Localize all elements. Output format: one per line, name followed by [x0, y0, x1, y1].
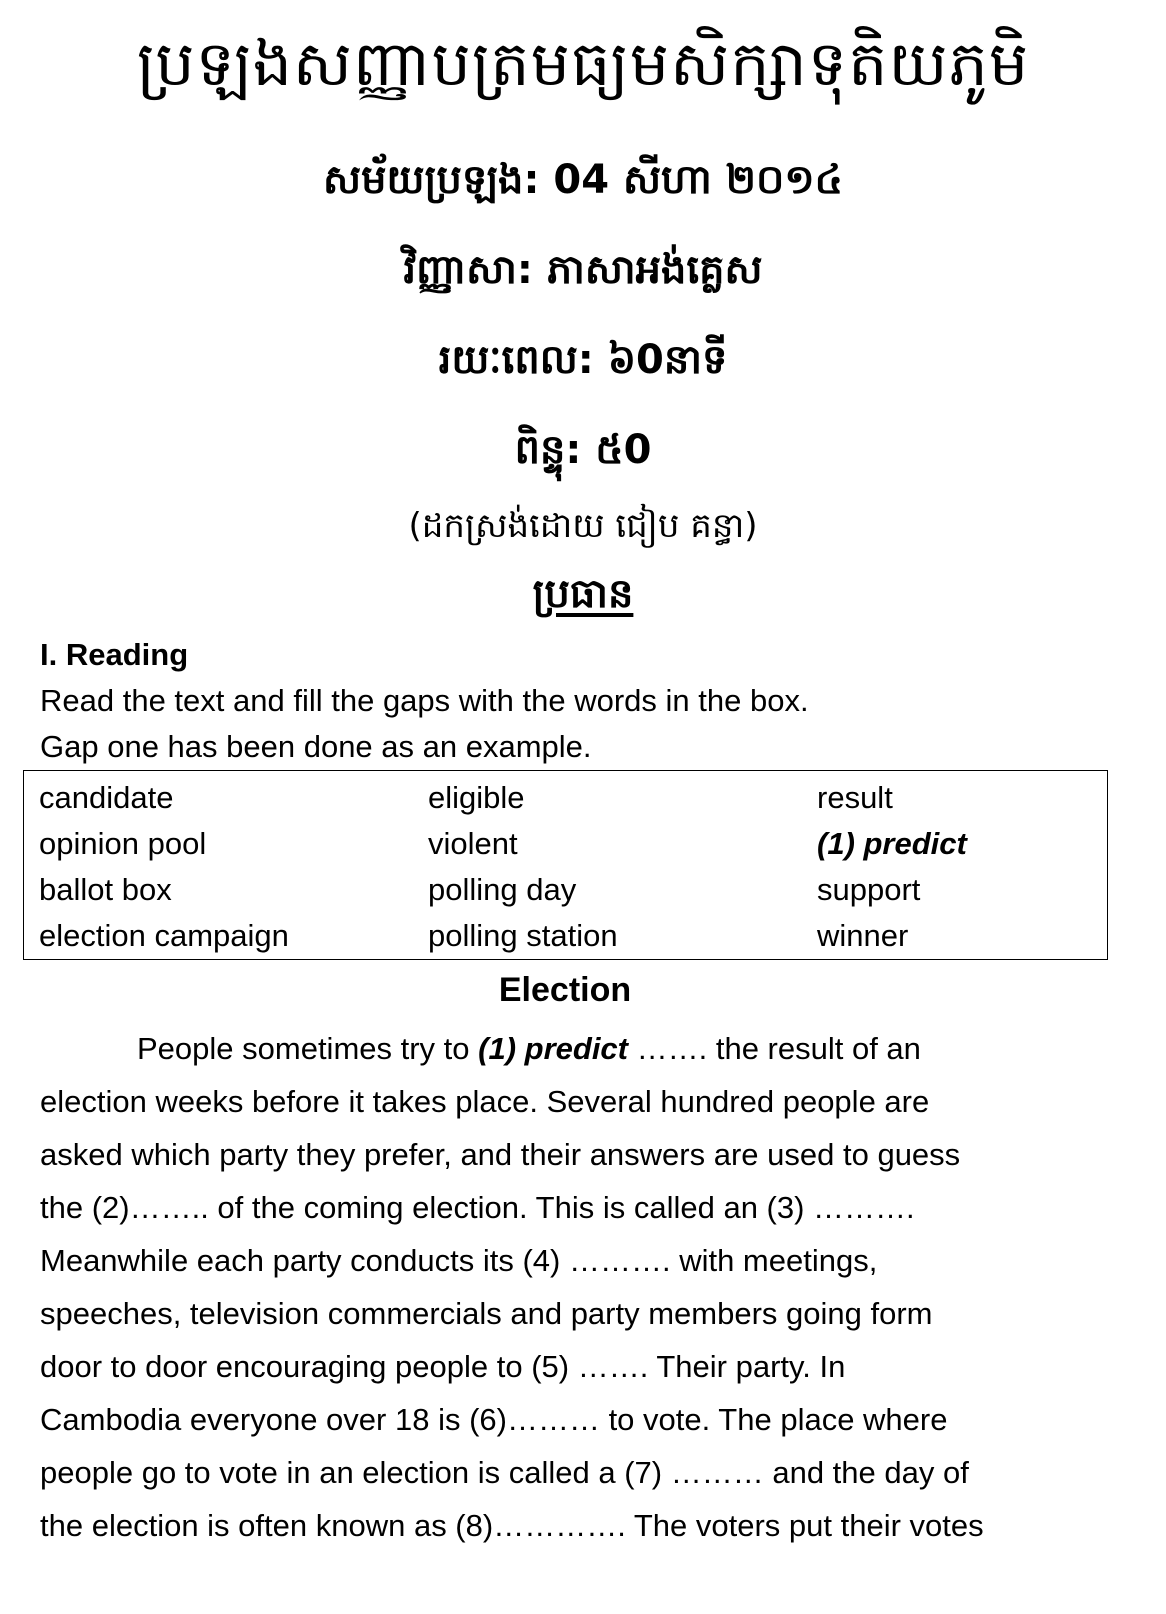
- word-row: [24, 867, 1107, 913]
- word-item: ballot box: [39, 872, 172, 907]
- exam-score: ពិន្ទុ: ៥0: [514, 427, 652, 473]
- passage-title: Election: [498, 971, 632, 1009]
- passage-line: the (2)…….. of the coming election. This is called an (3) ……….: [40, 1190, 915, 1225]
- word-item: election campaign: [39, 918, 289, 953]
- transcriber-credit: (ដកស្រង់ដោយ ជៀប គន្ធា): [408, 506, 758, 546]
- passage-line: [137, 1022, 921, 1075]
- passage-line: Meanwhile each party conducts its (4) ………. with meetings,: [40, 1243, 878, 1278]
- word-item: polling station: [428, 918, 618, 953]
- passage-line: door to door encouraging people to (5) ……. Their party. In: [40, 1349, 846, 1384]
- exam-title: ប្រឡងសញ្ញាបត្រមធ្យមសិក្សាទុតិយភូមិ: [136, 27, 1030, 100]
- word-item: support: [817, 872, 921, 907]
- word-item: opinion pool: [39, 826, 207, 861]
- passage-line: asked which party they prefer, and their answers are used to guess: [40, 1137, 961, 1172]
- word-box: [23, 770, 1108, 960]
- questions-label: ប្រធាន: [532, 571, 634, 617]
- word-item: violent: [428, 826, 518, 861]
- exam-subject: វិញ្ញាសា: ភាសាអង់គ្លេស: [403, 247, 763, 293]
- instruction-line-2: Gap one has been done as an example.: [40, 729, 592, 764]
- passage-text: People sometimes try to: [137, 1031, 479, 1066]
- passage-line: speeches, television commercials and party members going form: [40, 1296, 933, 1331]
- passage-line: the election is often known as (8)…………. The voters put their votes: [40, 1508, 984, 1543]
- word-item: candidate: [39, 780, 174, 815]
- passage-line: election weeks before it takes place. Several hundred people are: [40, 1084, 930, 1119]
- passage-line: people go to vote in an election is called a (7) ……… and the day of: [40, 1455, 969, 1490]
- word-item: result: [817, 780, 893, 815]
- word-row: [24, 821, 1107, 867]
- word-item: polling day: [428, 872, 577, 907]
- example-answer: (1) predict: [478, 1031, 628, 1066]
- exam-duration: រយៈពេល: ៦0នាទី: [438, 337, 728, 383]
- word-row: [24, 913, 1107, 959]
- passage-text: ……. the result of an: [628, 1031, 921, 1066]
- example-word: (1) predict: [817, 826, 967, 861]
- exam-date: សម័យប្រឡង: 04 សីហា ២០១៤: [323, 157, 843, 203]
- passage-line: Cambodia everyone over 18 is (6)……… to vote. The place where: [40, 1402, 948, 1437]
- word-item: winner: [817, 918, 909, 953]
- questions-heading: [0, 572, 1166, 616]
- word-item: eligible: [428, 780, 525, 815]
- section-heading: I. Reading: [40, 637, 189, 672]
- word-row: [24, 775, 1107, 821]
- instruction-line-1: Read the text and fill the gaps with the words in the box.: [40, 683, 809, 718]
